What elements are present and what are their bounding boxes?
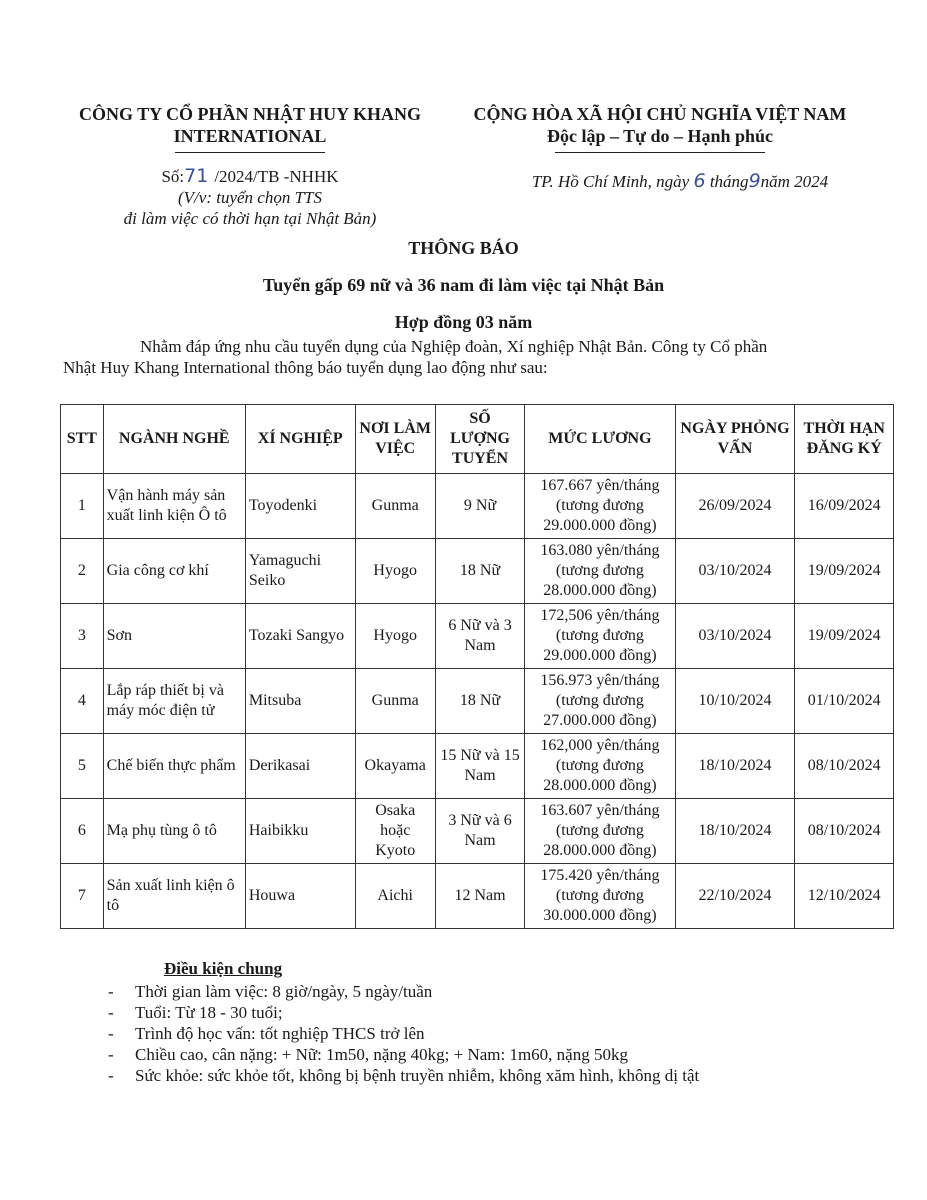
doc-number-suffix: /2024/TB -NHHK	[214, 167, 339, 186]
cell-quantity: 12 Nam	[435, 864, 524, 929]
cell-salary: 167.667 yên/tháng (tương đương 29.000.000 đồng)	[525, 474, 675, 539]
cell-place: Osaka hoặc Kyoto	[355, 799, 435, 864]
doc-subject-line1: (V/v: tuyển chọn TTS	[178, 188, 322, 207]
cell-company: Haibikku	[245, 799, 355, 864]
country-name: CỘNG HÒA XÃ HỘI CHỦ NGHĨA VIỆT NAM	[473, 104, 847, 124]
header-job: NGÀNH NGHỀ	[103, 405, 245, 474]
cell-company: Tozaki Sangyo	[245, 604, 355, 669]
table-row	[61, 864, 894, 929]
date-month-handwritten: 9	[748, 170, 761, 192]
intro-line1: Nhằm đáp ứng nhu cầu tuyển dụng của Nghiệp đoàn, Xí nghiệp Nhật Bản. Công ty Cổ phần	[140, 337, 768, 356]
place-date-text2: tháng	[709, 172, 749, 191]
cell-job: Vận hành máy sản xuất linh kiện Ô tô	[103, 474, 245, 539]
cell-company: Yamaguchi Seiko	[245, 539, 355, 604]
cell-quantity: 18 Nữ	[435, 539, 524, 604]
general-conditions	[108, 958, 888, 1086]
cell-job: Gia công cơ khí	[103, 539, 245, 604]
cell-place: Gunma	[355, 474, 435, 539]
cell-interview-date: 26/09/2024	[675, 474, 795, 539]
header-salary: MỨC LƯƠNG	[525, 405, 675, 474]
cell-interview-date: 22/10/2024	[675, 864, 795, 929]
table-row	[61, 669, 894, 734]
condition-text: Trình độ học vấn: tốt nghiệp THCS trở lên	[135, 1024, 425, 1043]
notice-headline: Tuyển gấp 69 nữ và 36 nam đi làm việc tại Nhật Bản	[262, 275, 665, 295]
cell-job: Chế biến thực phẩm	[103, 734, 245, 799]
condition-text: Thời gian làm việc: 8 giờ/ngày, 5 ngày/tuần	[135, 982, 433, 1001]
header-quantity: SỐ LƯỢNG TUYỂN	[435, 405, 524, 474]
document-number-block	[60, 166, 440, 229]
cell-deadline: 19/09/2024	[795, 539, 894, 604]
header-deadline: THỜI HẠN ĐĂNG KÝ	[795, 405, 894, 474]
cell-place: Hyogo	[355, 604, 435, 669]
condition-text: Sức khỏe: sức khỏe tốt, không bị bệnh truyền nhiễm, không xăm hình, không dị tật	[135, 1066, 700, 1085]
notice-title: THÔNG BÁO	[408, 238, 519, 258]
national-motto: Độc lập – Tự do – Hạnh phúc	[546, 126, 774, 146]
cell-deadline: 08/10/2024	[795, 799, 894, 864]
cell-interview-date: 03/10/2024	[675, 604, 795, 669]
cell-job: Mạ phụ tùng ô tô	[103, 799, 245, 864]
cell-company: Toyodenki	[245, 474, 355, 539]
cell-salary: 175.420 yên/tháng (tương đương 30.000.000 đồng)	[525, 864, 675, 929]
cell-salary: 156.973 yên/tháng (tương đương 27.000.000 đồng)	[525, 669, 675, 734]
cell-deadline: 16/09/2024	[795, 474, 894, 539]
document-number	[60, 166, 440, 187]
cell-interview-date: 03/10/2024	[675, 539, 795, 604]
conditions-title: Điều kiện chung	[164, 959, 283, 978]
recruitment-table	[60, 404, 894, 929]
cell-company: Houwa	[245, 864, 355, 929]
place-date-text3: năm 2024	[760, 172, 829, 191]
table-row	[61, 734, 894, 799]
cell-interview-date: 10/10/2024	[675, 669, 795, 734]
cell-deadline: 08/10/2024	[795, 734, 894, 799]
cell-quantity: 3 Nữ và 6 Nam	[435, 799, 524, 864]
cell-deadline: 19/09/2024	[795, 604, 894, 669]
cell-company: Derikasai	[245, 734, 355, 799]
cell-place: Hyogo	[355, 539, 435, 604]
cell-place: Gunma	[355, 669, 435, 734]
national-header	[440, 103, 880, 153]
cell-stt: 2	[61, 539, 104, 604]
company-name-line2: INTERNATIONAL	[173, 126, 327, 146]
place-and-date	[470, 170, 890, 192]
cell-quantity: 15 Nữ và 15 Nam	[435, 734, 524, 799]
company-name-line1: CÔNG TY CỔ PHẦN NHẬT HUY KHANG	[78, 104, 422, 124]
cell-interview-date: 18/10/2024	[675, 799, 795, 864]
condition-item: - Tuổi: Từ 18 - 30 tuổi;	[108, 1003, 283, 1022]
cell-job: Sơn	[103, 604, 245, 669]
cell-interview-date: 18/10/2024	[675, 734, 795, 799]
table-row	[61, 539, 894, 604]
cell-deadline: 01/10/2024	[795, 669, 894, 734]
contract-term: Hợp đồng 03 năm	[394, 312, 533, 332]
header-company: XÍ NGHIỆP	[245, 405, 355, 474]
cell-stt: 1	[61, 474, 104, 539]
cell-stt: 5	[61, 734, 104, 799]
condition-item: - Trình độ học vấn: tốt nghiệp THCS trở lên	[108, 1024, 425, 1043]
cell-stt: 4	[61, 669, 104, 734]
cell-stt: 3	[61, 604, 104, 669]
cell-quantity: 9 Nữ	[435, 474, 524, 539]
condition-text: Chiều cao, cân nặng: + Nữ: 1m50, nặng 40kg; + Nam: 1m60, nặng 50kg	[135, 1045, 628, 1064]
motto-underline	[555, 152, 765, 153]
cell-deadline: 12/10/2024	[795, 864, 894, 929]
company-underline	[175, 152, 325, 153]
table-row	[61, 474, 894, 539]
cell-quantity: 18 Nữ	[435, 669, 524, 734]
cell-salary: 163.607 yên/tháng (tương đương 28.000.000 đồng)	[525, 799, 675, 864]
cell-job: Sản xuất linh kiện ô tô	[103, 864, 245, 929]
table-row	[61, 799, 894, 864]
condition-text: Tuổi: Từ 18 - 30 tuổi;	[135, 1003, 283, 1022]
date-day-handwritten: 6	[693, 170, 706, 192]
cell-salary: 162,000 yên/tháng (tương đương 28.000.000 đồng)	[525, 734, 675, 799]
doc-number-handwritten: 71	[184, 165, 209, 187]
header-stt: STT	[61, 405, 104, 474]
header-place: NƠI LÀM VIỆC	[355, 405, 435, 474]
cell-quantity: 6 Nữ và 3 Nam	[435, 604, 524, 669]
condition-item: - Sức khỏe: sức khỏe tốt, không bị bệnh truyền nhiễm, không xăm hình, không dị tật	[108, 1066, 700, 1085]
cell-stt: 7	[61, 864, 104, 929]
cell-job: Lắp ráp thiết bị và máy móc điện tử	[103, 669, 245, 734]
intro-line2: Nhật Huy Khang International thông báo tuyển dụng lao động như sau:	[63, 358, 548, 377]
doc-subject-line2: đi làm việc có thời hạn tại Nhật Bản)	[123, 209, 377, 228]
condition-item: - Thời gian làm việc: 8 giờ/ngày, 5 ngày/tuần	[108, 982, 433, 1001]
notice-titles	[0, 237, 927, 333]
cell-salary: 163.080 yên/tháng (tương đương 28.000.000 đồng)	[525, 539, 675, 604]
condition-item: - Chiều cao, cân nặng: + Nữ: 1m50, nặng 40kg; + Nam: 1m60, nặng 50kg	[108, 1045, 628, 1064]
cell-place: Aichi	[355, 864, 435, 929]
cell-stt: 6	[61, 799, 104, 864]
company-header	[60, 103, 440, 153]
header-interview-date: NGÀY PHỎNG VẤN	[675, 405, 795, 474]
cell-company: Mitsuba	[245, 669, 355, 734]
table-row	[61, 604, 894, 669]
doc-number-prefix: Số:	[161, 167, 185, 186]
cell-place: Okayama	[355, 734, 435, 799]
intro-paragraph	[63, 336, 888, 378]
place-date-text1: TP. Hồ Chí Minh, ngày	[531, 172, 690, 191]
table-header-row	[61, 405, 894, 474]
cell-salary: 172,506 yên/tháng (tương đương 29.000.000 đồng)	[525, 604, 675, 669]
